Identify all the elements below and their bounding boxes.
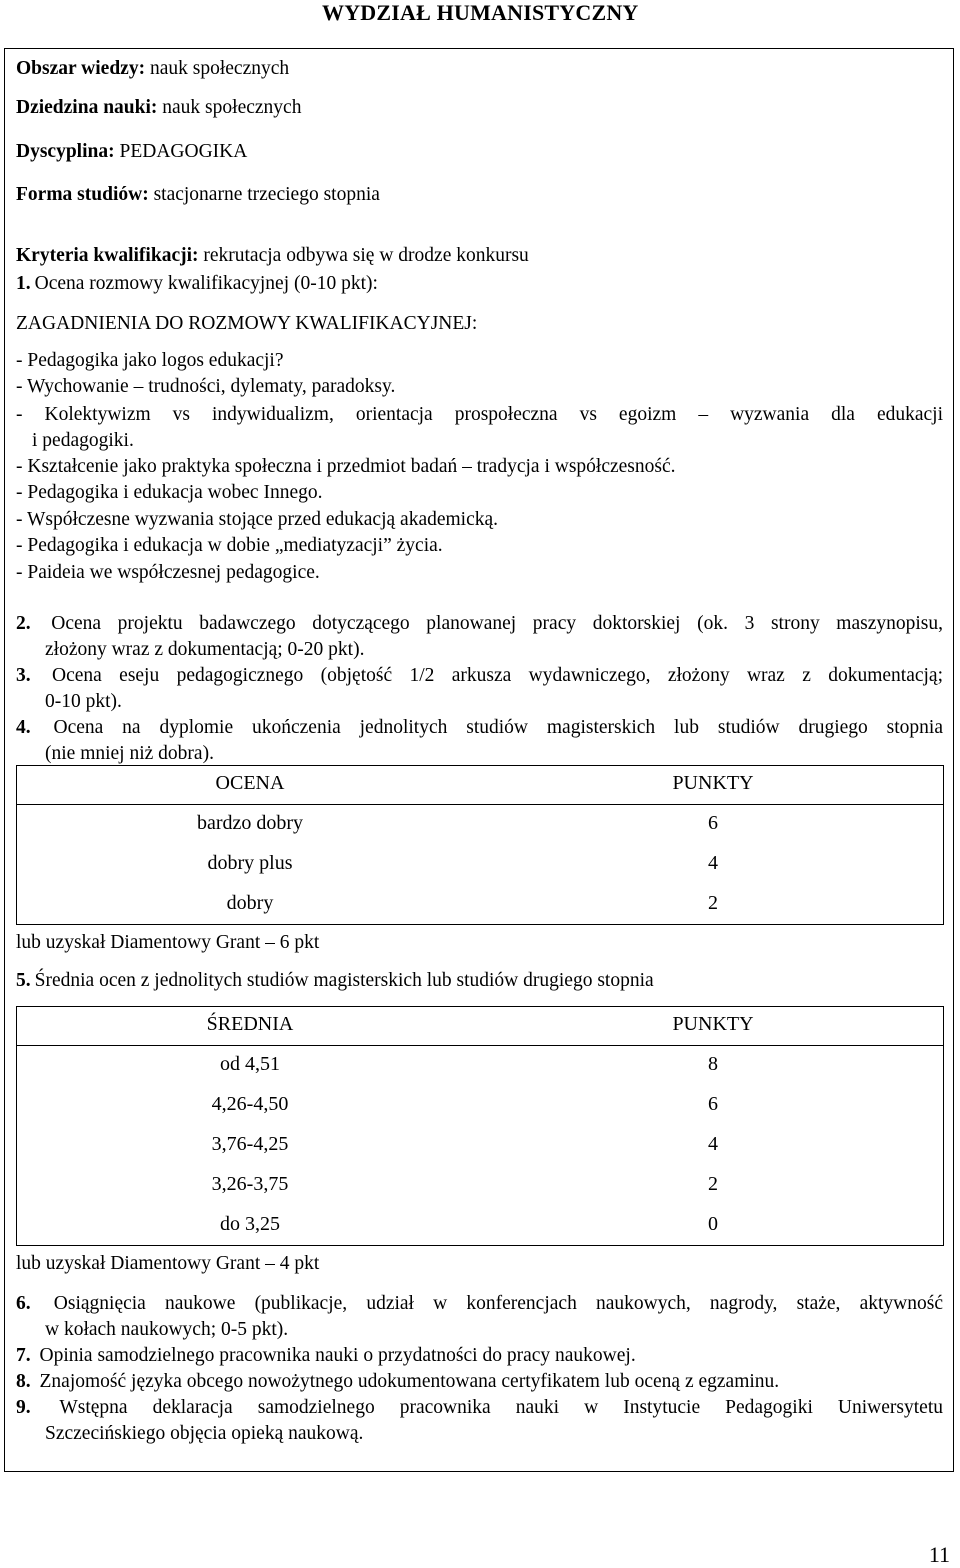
criterion-1-text: Ocena rozmowy kwalifikacyjnej (0-10 pkt):: [34, 273, 378, 294]
table-cell: bardzo dobry: [196, 812, 304, 834]
kryteria-line: [16, 243, 529, 269]
criterion-4-text: Ocena na dyplomie ukończenia jednolitych studiów magisterskich lub studiów drugiego stopnia: [53, 717, 943, 738]
criterion-1-number: 1.: [16, 273, 31, 294]
criterion-9-line1: [16, 1395, 943, 1421]
dyscyplina-label: Dyscyplina:: [16, 141, 115, 162]
criterion-8-text: Znajomość języka obcego nowożytnego udokumentowana certyfikatem lub oceną z egzaminu.: [39, 1371, 780, 1392]
criterion-2-line2: złożony wraz z dokumentacją; 0-20 pkt).: [45, 639, 365, 660]
table-cell: 3,26-3,75: [211, 1173, 289, 1195]
forma-label: Forma studiów:: [16, 184, 149, 205]
topic-item-continuation: i pedagogiki.: [32, 430, 134, 451]
criterion-2-text: Ocena projektu badawczego dotyczącego planowanej pracy doktorskiej (ok. 3 strony maszynopisu,: [51, 613, 944, 634]
criterion-4-line1: [16, 715, 943, 741]
table-cell: 2: [708, 892, 718, 914]
table-header-cell: OCENA: [215, 772, 285, 794]
table-cell: 4: [708, 1133, 718, 1155]
table1-note: lub uzyskał Diamentowy Grant – 6 pkt: [16, 932, 320, 953]
criterion-3-line1: [16, 663, 943, 689]
table-cell: 0: [708, 1213, 718, 1235]
table-cell: 6: [708, 812, 718, 834]
dziedzina-line: [16, 95, 301, 121]
table-cell: 8: [708, 1053, 718, 1075]
criterion-7: [16, 1343, 636, 1369]
criterion-6-number: 6.: [16, 1293, 31, 1314]
criterion-6-text: Osiągnięcia naukowe (publikacje, udział w konferencjach naukowych, nagrody, staże, aktywność: [53, 1293, 944, 1314]
topic-item: - Kolektywizm vs indywidualizm, orientacja prospołeczna vs egoizm – wyzwania dla edukacji: [16, 404, 943, 425]
table-cell: do 3,25: [220, 1213, 280, 1235]
topic-item: - Pedagogika i edukacja w dobie „mediatyzacji” życia.: [16, 535, 443, 556]
criterion-3-line2: 0-10 pkt).: [45, 691, 122, 712]
forma-value: stacjonarne trzeciego stopnia: [148, 184, 380, 205]
average-points-table: [16, 1006, 944, 1246]
table-header-cell: PUNKTY: [672, 772, 754, 794]
criterion-7-number: 7.: [16, 1345, 31, 1366]
dyscyplina-value: PEDAGOGIKA: [114, 141, 248, 162]
faculty-title: WYDZIAŁ HUMANISTYCZNY: [322, 0, 639, 25]
topic-item: - Współczesne wyzwania stojące przed edukacją akademicką.: [16, 509, 499, 530]
table-cell: 6: [708, 1093, 718, 1115]
criterion-4-number: 4.: [16, 717, 31, 738]
topic-item: - Pedagogika i edukacja wobec Innego.: [16, 482, 323, 503]
table-cell: dobry plus: [207, 852, 293, 874]
criterion-4-line2: (nie mniej niż dobra).: [45, 743, 214, 764]
grade-points-table: [16, 765, 944, 925]
forma-line: [16, 182, 380, 208]
kryteria-label: Kryteria kwalifikacji:: [16, 245, 199, 266]
criterion-3-text: Ocena eseju pedagogicznego (objętość 1/2 arkusza wydawniczego, złożony wraz z dokumentacją;: [52, 665, 944, 686]
topic-item: - Pedagogika jako logos edukacji?: [16, 350, 284, 371]
topic-item: - Wychowanie – trudności, dylematy, paradoksy.: [16, 376, 396, 397]
criterion-1: [16, 271, 378, 297]
table-cell: 4: [708, 852, 718, 874]
topic-item: - Paideia we współczesnej pedagogice.: [16, 562, 320, 583]
table-cell: 2: [708, 1173, 718, 1195]
criterion-7-text: Opinia samodzielnego pracownika nauki o przydatności do pracy naukowej.: [39, 1345, 636, 1366]
page-number: 11: [928, 1542, 950, 1567]
obszar-label: Obszar wiedzy:: [16, 58, 146, 79]
table-cell: od 4,51: [220, 1053, 280, 1075]
criterion-6-line2: w kołach naukowych; 0-5 pkt).: [45, 1319, 289, 1340]
zagadnienia-title: ZAGADNIENIA DO ROZMOWY KWALIFIKACYJNEJ:: [16, 313, 478, 334]
dziedzina-value: nauk społecznych: [157, 97, 302, 118]
criterion-2-number: 2.: [16, 613, 31, 634]
table-cell: 3,76-4,25: [211, 1133, 289, 1155]
criterion-2-line1: [16, 611, 943, 637]
criterion-9-number: 9.: [16, 1397, 31, 1418]
kryteria-value: rekrutacja odbywa się w drodze konkursu: [198, 245, 529, 266]
criterion-8: [16, 1369, 779, 1395]
obszar-value: nauk społecznych: [145, 58, 290, 79]
table-cell: dobry: [226, 892, 274, 914]
obszar-line: [16, 56, 289, 82]
criterion-5-text: Średnia ocen z jednolitych studiów magisterskich lub studiów drugiego stopnia: [34, 970, 654, 991]
table-header-cell: PUNKTY: [672, 1013, 754, 1035]
criterion-6-line1: [16, 1291, 943, 1317]
table-header-cell: ŚREDNIA: [206, 1013, 294, 1035]
table-cell: 4,26-4,50: [211, 1093, 289, 1115]
dziedzina-label: Dziedzina nauki:: [16, 97, 158, 118]
criterion-9-line2: Szczecińskiego objęcia opieką naukową.: [45, 1423, 364, 1444]
criterion-5: [16, 968, 654, 994]
criterion-3-number: 3.: [16, 665, 31, 686]
criterion-5-number: 5.: [16, 970, 31, 991]
table2-note: lub uzyskał Diamentowy Grant – 4 pkt: [16, 1253, 320, 1274]
criterion-8-number: 8.: [16, 1371, 31, 1392]
topic-item: - Kształcenie jako praktyka społeczna i przedmiot badań – tradycja i współczesność.: [16, 456, 676, 477]
dyscyplina-line: [16, 139, 247, 165]
criterion-9-text: Wstępna deklaracja samodzielnego pracownika nauki w Instytucie Pedagogiki Uniwersytetu: [59, 1397, 943, 1418]
